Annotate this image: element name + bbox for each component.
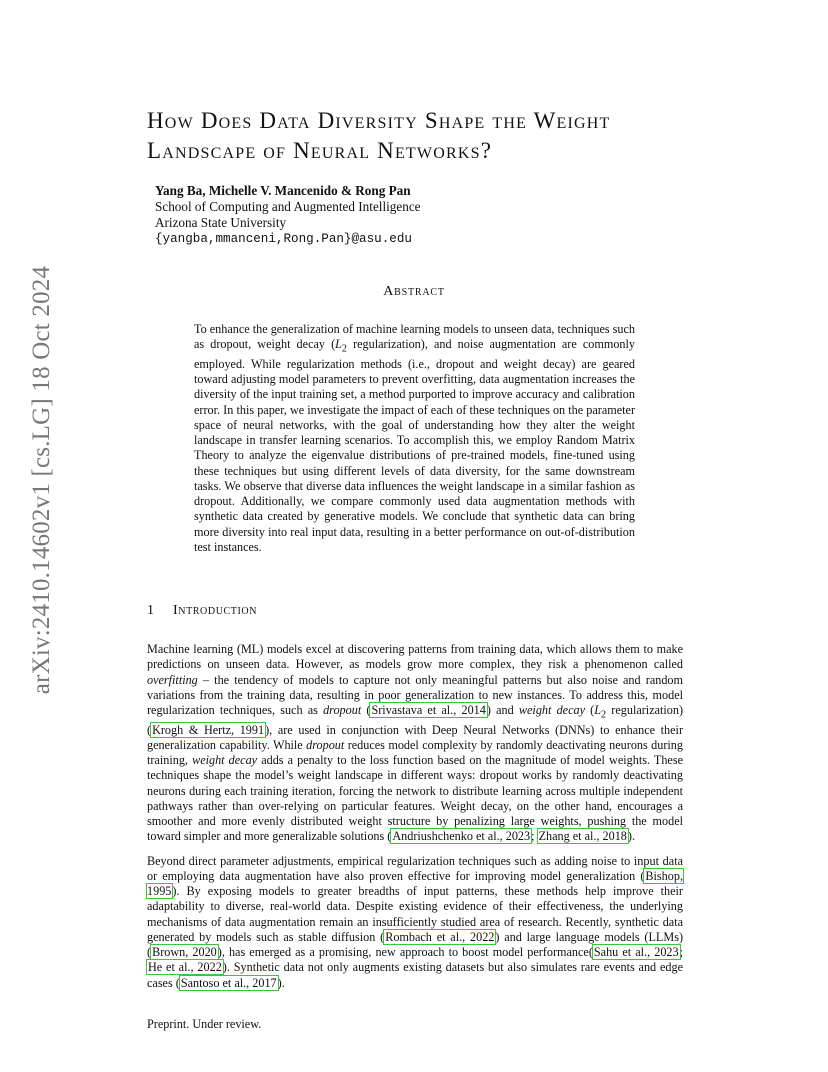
citation-link[interactable]: He et al., 2022	[148, 960, 222, 975]
l2-symbol: L	[335, 337, 342, 352]
author-names: Yang Ba, Michelle V. Mancenido & Rong Pan	[155, 183, 411, 198]
affiliation-university: Arizona State University	[155, 215, 287, 230]
citation-link[interactable]: Sahu et al., 2023	[593, 945, 679, 960]
citation-link[interactable]: Zhang et al., 2018	[538, 829, 627, 844]
section-number: 1	[147, 603, 154, 618]
author-email: {yangba,mmanceni,Rong.Pan}@asu.edu	[155, 232, 412, 246]
title-line-1: How Does Data Diversity Shape the Weight	[147, 108, 611, 133]
arxiv-sidebar-stamp	[24, 265, 60, 695]
citation-link[interactable]: Brown, 2020	[152, 945, 217, 960]
paragraph-2: Beyond direct parameter adjustments, empirical regularization techniques such as adding noise to input data or employing data augmentation have also proven effective for improving model generalization (Bishop, 1995). By exposing models to greater breadths of input patterns, these methods help improve their adaptability to diverse, real-world data. Despite existing evidence of their effectiveness, the underlying mechanisms of data augmentation remain an insufficiently studied area of research. Recently, synthetic data generated by models such as stable diffusion (Rombach et al., 2022) and large language models (LLMs) (Brown, 2020), has emerged as a promising, new approach to boost model performance(Sahu et al., 2023; He et al., 2022). Synthetic data not only augments existing datasets but also simulates rare events and edge cases (Santoso et al., 2017).	[147, 853, 684, 990]
citation-link[interactable]: Srivastava et al., 2014	[371, 703, 486, 717]
author-block	[155, 183, 421, 247]
footer-note: Preprint. Under review.	[147, 1017, 262, 1031]
paragraph-1: Machine learning (ML) models excel at discovering patterns from training data, which allows them to make predictions on unseen data. However, as models grow more complex, they risk a phenomenon called overfitting – the tendency of models to capture not only meaningful patterns but also noise and random variations from the training data, resulting in poor generalization to new instances. To address this, model regularization techniques, such as dropout (Srivastava et al., 2014) and weight decay ($L_2$ regularization)(Krogh & Hertz, 1991), are used in conjunction with Deep Neural Networks (DNNs) to enhance their generalization capability. While dropout reduces model complexity by randomly deactivating neurons during training, weight decay adds a penalty to the loss function based on the magnitude of model weights. These techniques shape the model’s weight landscape in different ways: dropout works by randomly deactivating neurons during each training iteration, forcing the network to distribute learning across multiple independent pathways rather than over-relying on particular features. Weight decay, on the other hand, encourages a smoother and more evenly distributed weight structure by penalizing large weights, pushing the model toward simpler and more generalizable solutions (Andriushchenko et al., 2023; Zhang et al., 2018).	[147, 642, 684, 844]
citation-link[interactable]: Bishop, 1995	[147, 868, 683, 899]
abstract-text-part: To enhance the generalization of machine learning models to unseen data, techniques such as dropout, weight decay (	[194, 322, 635, 352]
affiliation-school: School of Computing and Augmented Intelligence	[155, 199, 421, 214]
citation-link[interactable]: Andriushchenko et al., 2023	[392, 829, 531, 844]
title-line-2: Landscape of Neural Networks?	[147, 138, 493, 163]
section-title: Introduction	[173, 603, 258, 618]
introduction-body	[147, 642, 683, 1000]
abstract-text	[194, 322, 635, 555]
l2-subscript: 2	[341, 343, 347, 355]
abstract-heading: Abstract	[383, 284, 445, 299]
citation-link[interactable]: Rombach et al., 2022	[385, 929, 495, 944]
section-heading-introduction	[147, 603, 257, 619]
citation-link[interactable]: Santoso et al., 2017	[180, 975, 277, 990]
paper-title	[147, 106, 707, 166]
citation-link[interactable]: Krogh & Hertz, 1991	[152, 722, 265, 737]
abstract-text-part: regularization), and noise augmentation are commonly employed. While regularization methods (i.e., dropout and weight decay) are geared toward adjusting model parameters to prevent overfitting, data augmentation increases the diversity of the input training set, a method purported to improve accuracy and calibration error. In this paper, we investigate the impact of each of these techniques on the parameter space of neural networks, with the goal of understanding how they alter the weight landscape in transfer learning scenarios. To accomplish this, we employ Random Matrix Theory to analyze the eigenvalue distributions of pre-trained models, fine-tuned using these techniques but using different levels of data diversity, for the same downstream tasks. We observe that diverse data influences the weight landscape in a similar fashion as dropout. Additionally, we compare commonly used data augmentation methods with synthetic data created by generative models. We conclude that synthetic data can bring more diversity into real input data, resulting in a better performance on out-of-distribution test instances.	[194, 337, 635, 554]
arxiv-id: arXiv:2410.14602v1 [cs.LG] 18 Oct 2024	[28, 265, 55, 695]
